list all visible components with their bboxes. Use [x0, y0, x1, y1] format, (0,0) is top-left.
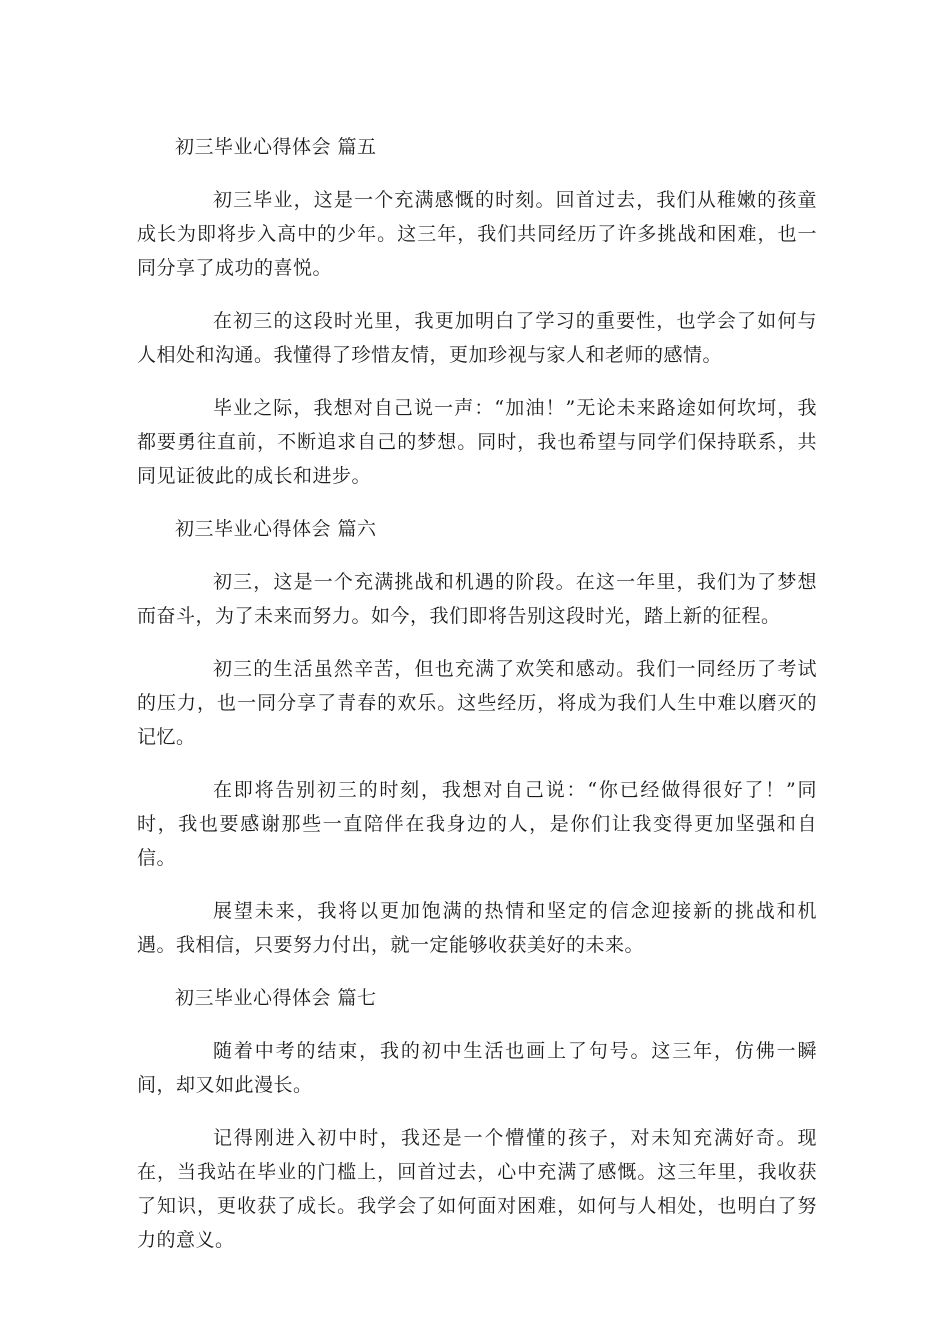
paragraph: 在即将告别初三的时刻，我想对自己说：“你已经做得很好了！”同时，我也要感谢那些一直陪伴在我身边的人，是你们让我变得更加坚强和自信。	[137, 779, 817, 869]
section-heading: 初三毕业心得体会 篇七	[175, 987, 377, 1009]
paragraph: 初三毕业，这是一个充满感慨的时刻。回首过去，我们从稚嫩的孩童成长为即将步入高中的少年。这三年，我们共同经历了许多挑战和困难，也一同分享了成功的喜悦。	[137, 189, 817, 279]
paragraph: 展望未来，我将以更加饱满的热情和坚定的信念迎接新的挑战和机遇。我相信，只要努力付出，就一定能够收获美好的未来。	[137, 900, 817, 956]
paragraph: 初三，这是一个充满挑战和机遇的阶段。在这一年里，我们为了梦想而奋斗，为了未来而努力。如今，我们即将告别这段时光，踏上新的征程。	[137, 571, 817, 627]
paragraph: 初三的生活虽然辛苦，但也充满了欢笑和感动。我们一同经历了考试的压力，也一同分享了青春的欢乐。这些经历，将成为我们人生中难以磨灭的记忆。	[137, 658, 817, 748]
section-heading: 初三毕业心得体会 篇六	[175, 518, 377, 540]
essay-section-7	[137, 981, 817, 1257]
paragraph: 记得刚进入初中时，我还是一个懵懂的孩子，对未知充满好奇。现在，当我站在毕业的门槛上，回首过去，心中充满了感慨。这三年里，我收获了知识，更收获了成长。我学会了如何面对困难，如何与人相处，也明白了努力的意义。	[137, 1127, 817, 1251]
section-heading: 初三毕业心得体会 篇五	[175, 136, 377, 158]
paragraph: 毕业之际，我想对自己说一声：“加油！”无论未来路途如何坎坷，我都要勇往直前，不断追求自己的梦想。同时，我也希望与同学们保持联系，共同见证彼此的成长和进步。	[137, 397, 817, 487]
essay-section-5	[137, 130, 817, 493]
document-page	[137, 130, 817, 1276]
paragraph: 随着中考的结束，我的初中生活也画上了句号。这三年，仿佛一瞬间，却又如此漫长。	[137, 1040, 817, 1096]
paragraph: 在初三的这段时光里，我更加明白了学习的重要性，也学会了如何与人相处和沟通。我懂得了珍惜友情，更加珍视与家人和老师的感情。	[137, 310, 817, 366]
essay-section-6	[137, 512, 817, 962]
